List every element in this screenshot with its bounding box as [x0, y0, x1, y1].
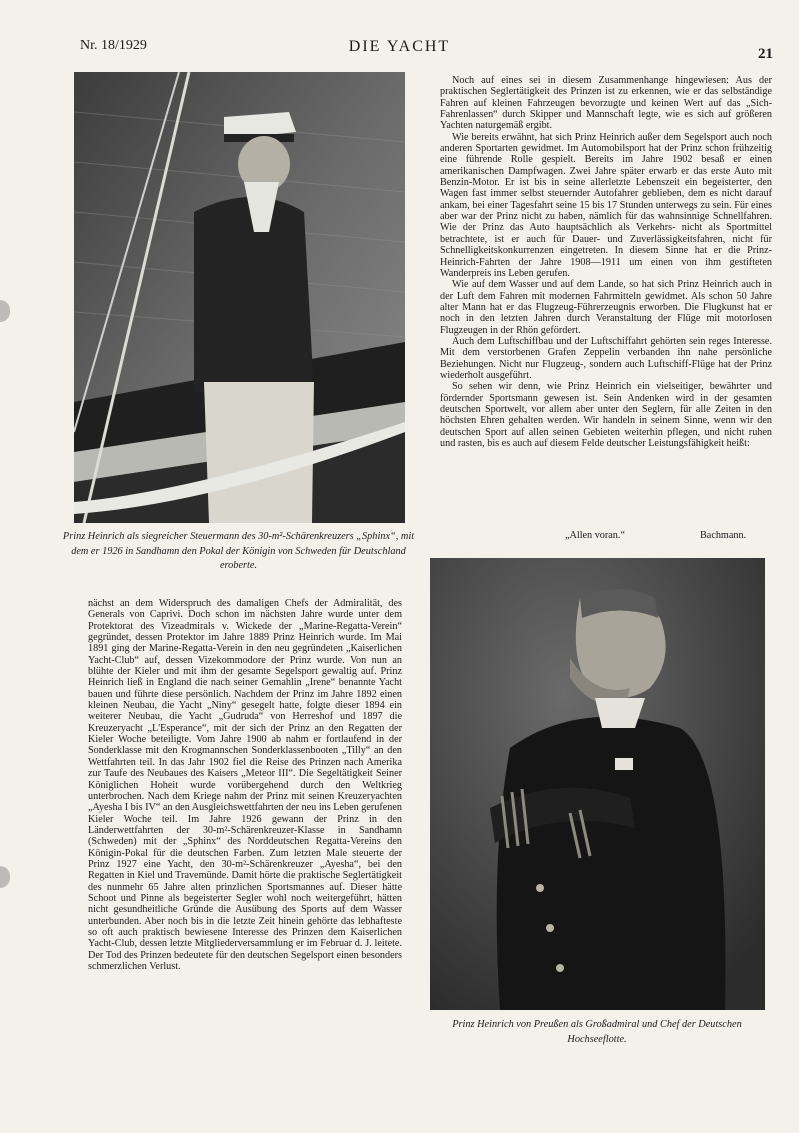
photo-prince-at-helm	[74, 72, 405, 523]
binding-hole-mark	[0, 300, 10, 322]
right-paragraph: So sehen wir denn, wie Prinz Heinrich ein vielseitiger, bewährter und fördernder Sportsmann gewesen ist. Sein Andenken wird in der gesamten deutschen Sportwelt, vor allem aber unter den Seglern, für alle Zeiten in den höchsten Ehren gehalten werden. Wir handeln in seinem Sinne, wenn wir den deutschen Sport auf allen seinen Gebieten weiterhin pflegen, und nicht ruhen und rasten, bis es auch auf diesem Felde deutscher Leistungsfähigkeit heißt:	[440, 381, 772, 449]
right-column-text	[440, 75, 772, 449]
right-paragraph: Auch dem Luftschiffbau und der Luftschiffahrt gehörten sein reges Interesse. Mit dem verstorbenen Grafen Zeppelin verbanden ihn nahe persönliche Beziehungen. Nicht nur Flugzeug-, sondern auch Luftschiff-Flüge hat der Prinz wiederholt ausgeführt.	[440, 335, 772, 381]
photo-prince-portrait	[430, 558, 765, 1010]
issue-number: Nr. 18/1929	[80, 38, 147, 53]
closing-motto: „Allen voran.“	[565, 530, 625, 541]
right-paragraph: Noch auf eines sei in diesem Zusammenhange hingewiesen: Aus der praktischen Seglertätigkeit des Prinzen ist zu erkennen, wie er das selbständige Fahren auf kleinen Fahrzeugen bevorzugte und keinen Wert auf das „Sich-Fahrenlassen“ durch Skipper und Mannschaft legte, wie es sich auf größeren Yachten naturgemäß ergibt.	[440, 75, 772, 132]
top-photo-caption: Prinz Heinrich als siegreicher Steuermann des 30-m²-Schärenkreuzers „Sphinx“, mit dem er 1926 in Sandhamn den Pokal der Königin von Schweden für Deutschland eroberte.	[62, 531, 415, 571]
portrait-caption: Prinz Heinrich von Preußen als Großadmiral und Chef der Deutschen Hochseeflotte.	[452, 1019, 742, 1045]
left-paragraph: nächst an dem Widerspruch des damaligen Chefs der Admiralität, des Generals von Caprivi. Doch schon im nächsten Jahre wurde unter dem Protektorat des Vizeadmirals v. Wickede der „Marine-Regatta-Verein“ gegründet, dessen Protektor im Jahre 1889 Prinz Heinrich wurde. Im Mai 1891 ging der Marine-Regatta-Verein in den neu gegründeten „Kaiserlichen Yacht-Club“ auf, dessen Vizekommodore der Prinz wurde. Von nun an blühte der Kieler und mit ihm der gesamte Segelsport gewaltig auf. Prinz Heinrich ließ in England die nach seiner Gemahlin „Irene“ benannte Yacht bauen und führte diese persönlich. Nachdem der Prinz im Jahre 1892 einen kleinen Neubau, die Yacht „Niny“ gesegelt hatte, folgte dieser 1894 ein weiterer Neubau, die Yacht „Gudruda“ von Herreshof und 1897 die Kreuzeryacht „L'Esperance“, mit der sich der Prinz an den Regatten der Kieler Woche beteiligte. Vom Jahre 1900 ab nahm er fortlaufend in der Sonderklasse mit den Krogmannschen Sonderklassenbooten „Tilly“ an den Wettfahrten teil. In das Jahr 1902 fiel die Reise des Prinzen nach Amerika zur Taufe des Neubaues des Kaisers „Meteor III“. Die Segeltätigkeit Seiner Königlichen Hoheit wurde vorübergehend durch den Weltkrieg unterbrochen. Nach dem Kriege nahm der Prinz mit seinen Kreuzeryachten „Ayesha I bis IV“ an den Ausgleichswettfahrten der neu ins Leben gerufenen Kieler Woche teil. Im Jahre 1926 gewann der Prinz in den Länderwettfahrten der 30-m²-Schärenkreuzer-Klasse in Sandhamn (Schweden) mit der „Sphinx“ des Norddeutschen Regatta-Vereins den Königin-Pokal für die deutschen Farben. Zum letzten Male steuerte der Prinz 1927 eine Yacht, den 30-m²-Schärenkreuzer „Ayesha“, bei den Regatten in Kiel und Travemünde. Damit hörte die praktische Seglertätigkeit des nunmehr 65 Jahre alten prinzlichen Sportsmannes auf. Dieser hätte Schoot und Pinne als begeisterter Segler wohl noch weitergeführt, hätten nicht gesundheitliche Gründe die Ausübung des Sports auf dem Wasser unterbunden. Aber noch bis in die letzte Zeit hinein gehörte das lebhafteste so oft auch praktisch bewiesene Interesse des Prinzen dem Kaiserlichen Yacht-Club, dessen letzte Mitgliederversammlung er im Februar d. J. leitete. Der Tod des Prinzen bedeutete für den deutschen Segelsport einen besonders schmerzlichen Verlust.	[88, 598, 402, 972]
left-column-text	[88, 598, 402, 972]
journal-title: DIE YACHT	[348, 38, 451, 55]
author-signature: Bachmann.	[700, 530, 747, 541]
right-paragraph: Wie bereits erwähnt, hat sich Prinz Heinrich außer dem Segelsport auch noch anderen Sportarten gewidmet. Im Automobilsport hat der Prinz schon frühzeitig eine führende Rolle gespielt. Bereits im Jahre 1902 besaß er einen amerikanischen Dampfwagen. Zwei Jahre später erwarb er das erste Auto mit Benzin-Motor. Er ist bis in seine allerletzte Lebenszeit ein begeisterter, den Wagen fast immer selbst steuernder Autofahrer geblieben, dem es nicht darauf ankam, bei einer Tagesfahrt seine 15 bis 17 Stunden unterwegs zu sein. Für eines aber war der Prinz nicht zu haben, nämlich für das wahnsinnige Schnellfahren. Wie der Prinz das Auto hauptsächlich als Verkehrs- nicht als Sportmittel betrachtete, ist er auch für Dauer- und Zuverlässigkeitsfahren, nicht für Schnelligkeitskonkurrenzen eingetreten. In diesem Sinne hat er die Prinz-Heinrich-Fahrten der Jahre 1908—1911 um einen von ihm gestifteten Wanderpreis ins Leben gerufen.	[440, 131, 772, 279]
binding-hole-mark	[0, 866, 10, 888]
right-paragraph: Wie auf dem Wasser und auf dem Lande, so hat sich Prinz Heinrich auch in der Luft dem Fahren mit modernen Fahrmitteln gewidmet. Als schon 50 Jahre alter Mann hat er das Flugzeug-Führerzeugnis erworben. Die Flugkunst hat er noch in den letzten Jahren durch Veranstaltung der Flüge mit motorlosen Flugzeugen in der Rhön gefördert.	[440, 279, 772, 336]
photo-prince-at-helm-image	[74, 72, 405, 523]
page-number: 21	[758, 46, 773, 62]
photo-prince-portrait-image	[430, 558, 765, 1010]
